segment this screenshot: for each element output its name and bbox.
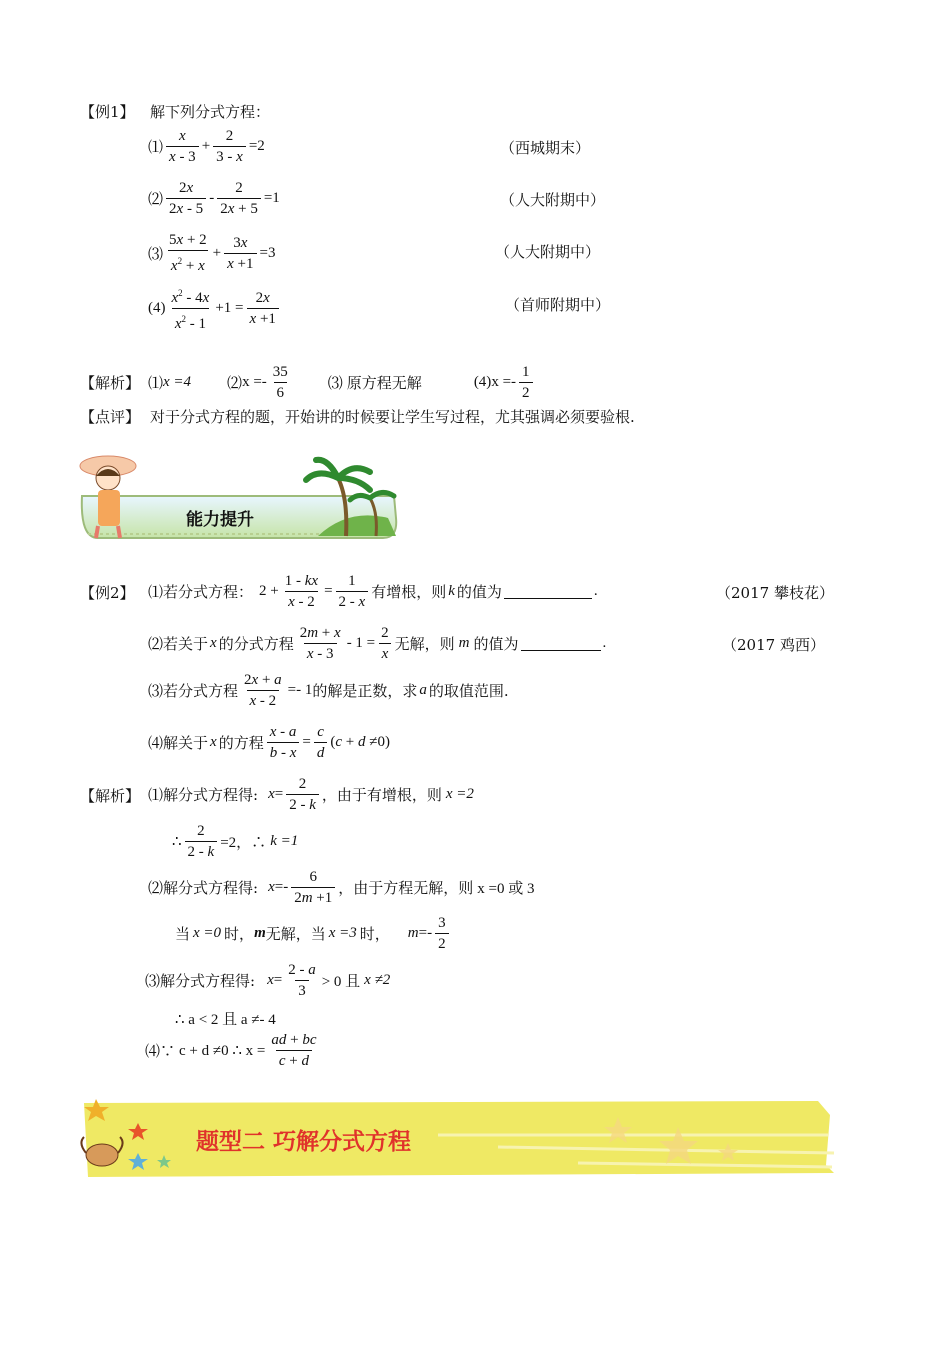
source-label: （人大附期中） — [500, 191, 606, 209]
type-banner-title: 题型二 巧解分式方程 — [196, 1129, 412, 1155]
source-label: （2017 鸡西） — [722, 636, 825, 654]
answer-blank — [504, 584, 592, 599]
example-2-tag: 【例2】 — [80, 584, 135, 602]
answer-2-line-5: ⑶解分式方程得: x = $\frac{2 - a}{3}$ > 0 且 x ≠2 — [145, 962, 391, 999]
equation-4: (4) $\frac{x^2 - 4x}{x^2 - 1}$ +1 = $\frac{2x}{x +1}$ — [148, 285, 282, 332]
question-2-4: ⑷解关于 x 的方程 $\frac{x - a}{b - x}$ = $\frac{c}{d}$ (c + d ≠0) — [148, 724, 390, 761]
example-1-intro: 解下列分式方程： — [150, 103, 271, 121]
answer-2-line-2: ∴ $\frac{2}{2 - k}$ =2，∴ k =1 — [172, 823, 299, 860]
source-label: （首师附期中） — [505, 296, 611, 314]
answer-blank — [521, 636, 601, 651]
answer-2-line-1: ⑴解分式方程得: x = $\frac{2}{2 - k}$ ，由于有增根，则 x =2 — [148, 776, 474, 813]
comment-1-tag: 【点评】 — [80, 408, 141, 426]
answer-2-line-7: ⑷∵ c + d ≠0 ∴ x = $\frac{ad + bc}{c + d}$ — [145, 1032, 317, 1069]
ability-banner — [78, 448, 408, 543]
answer-2-tag: 【解析】 — [80, 787, 141, 805]
crab-starfish-icon — [78, 1093, 188, 1183]
answer-2-line-6: ∴ a < 2 且 a ≠- 4 — [175, 1012, 276, 1028]
equation-2: ⑵ $\frac{2x}{2x - 5}$ - $\frac{2}{2x + 5}$ =1 — [148, 180, 280, 217]
source-label: （2017 攀枝花） — [716, 584, 834, 602]
example-1-tag: 【例1】 — [80, 103, 135, 121]
source-label: （西城期末） — [500, 139, 591, 157]
type-banner — [78, 1095, 838, 1185]
comment-1-text: 对于分式方程的题，开始讲的时候要让学生写过程，尤其强调必须要验根. — [150, 408, 635, 426]
question-2-2: ⑵若关于 x 的分式方程 $\frac{2m + x}{x - 3}$ - 1 = $\frac{2}{x}$ 无解，则 m 的值为 . — [148, 625, 607, 662]
question-2-3: ⑶若分式方程 $\frac{2x + a}{x - 2}$ =- 1 的解是正数，求 a 的取值范围. — [148, 672, 509, 709]
source-label: （人大附期中） — [495, 243, 601, 261]
answer-2-line-4: 当 x =0 时， m 无解，当 x =3 时， m =- $\frac{3}{2}$ — [175, 915, 452, 952]
ability-banner-title: 能力提升 — [186, 510, 254, 530]
answer-2-line-3: ⑵解分式方程得: x =- $\frac{6}{2m +1}$ ，由于方程无解，则 x =0 或 3 — [148, 869, 535, 906]
question-2-1: ⑴若分式方程： 2 + $\frac{1 - kx}{x - 2}$ = $\frac{1}{2 - x}$ 有增根，则 k 的值为 . — [148, 573, 598, 610]
answer-1-line: ⑴ x =4 ⑵ x =- $\frac{35}{6}$ ⑶ 原方程无解 (4) x =- $\frac{1}{2}$ — [148, 364, 536, 401]
equation-1: ⑴ $\frac{x}{x - 3}$ + $\frac{2}{3 - x}$ =2 — [148, 128, 265, 165]
type-banner-background — [78, 1095, 838, 1185]
equation-3: ⑶ $\frac{5x + 2}{x^2 + x}$ + $\frac{3x}{x +1}$ =3 — [148, 232, 276, 274]
answer-1-tag: 【解析】 — [80, 374, 141, 392]
